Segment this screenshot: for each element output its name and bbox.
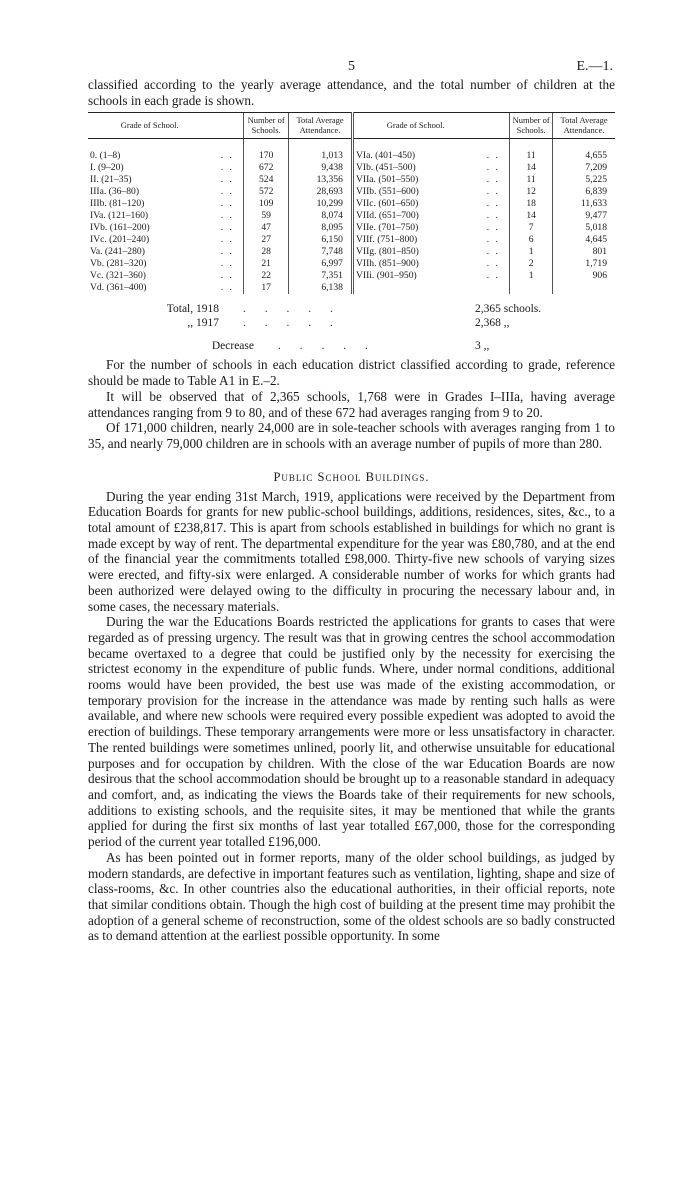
grade-cell: VIIg. (801–850) [352, 246, 477, 258]
grade-cell: VIb. (451–500) [352, 162, 477, 174]
table-row [88, 282, 615, 294]
header-dots-right [477, 113, 509, 139]
grades-table [88, 112, 615, 294]
table-row [88, 246, 615, 258]
leader-dots: . . [220, 270, 234, 282]
leader-dots: . . [486, 222, 500, 234]
document-code: E.—1. [576, 59, 613, 74]
header-number-left: Number of Schools. [244, 113, 289, 139]
table-body [88, 139, 615, 295]
paragraph-older-buildings: As has been pointed out in former reports, many of the older school buildings, as judged by modern standards, are defective in important features such as ventilation, lighting, shape and size of class-rooms, &c. In other countries also the educational authorities, in their official reports, note that similar conditions obtain. Though the high cost of building at the present time may prohibit the adoption of a general scheme of reconstruction, some of the oldest schools are so badly constructed as to demand attention at the earliest possible opportunity. In some [88, 849, 615, 944]
grade-cell: IVa. (121–160) [90, 210, 149, 222]
attendance-cell: 4,645 [553, 234, 615, 246]
total-label: ,, 1917 [187, 317, 219, 330]
attendance-cell: 8,095 [289, 222, 353, 234]
grade-cell: Vb. (281–320) [90, 258, 147, 270]
total-row-1918 [88, 302, 615, 316]
header-dots-left [211, 113, 243, 139]
schools-count-cell: 572 [244, 186, 289, 198]
schools-count-cell: 14 [510, 210, 553, 222]
attendance-cell: 6,839 [553, 186, 615, 198]
table-row [88, 222, 615, 234]
table-row [88, 210, 615, 222]
page-number: 5 [348, 59, 355, 74]
leader-dots: . . [220, 198, 234, 210]
decrease-row [88, 339, 615, 353]
paragraph-applications: During the year ending 31st March, 1919, applications were received by the Department from Education Boards for grants for new public-school buildings, additions, residences, sites, &c., to a total amount of £238,817. This is apart from schools established in buildings for which no grant is made except by way of rent. The departmental expenditure for the year was £80,780, and at the end of the financial year the commitments totalled £98,000. Thirty-five new schools of varying sizes were erected, and fifty-six were enlarged. A considerable number of works for which grants had been authorized were delayed owing to the difficulty in procuring the necessary labour and, in some cases, the necessary materials. [88, 488, 615, 614]
leader-dots [477, 282, 509, 294]
schools-count-cell: 12 [510, 186, 553, 198]
paragraph-children-distribution: Of 171,000 children, nearly 24,000 are in sole-teacher schools with averages ranging from 1 to 35, and nearly 79,000 children are in schools with an average number of pupils of more than 280. [88, 420, 615, 451]
page-header [88, 55, 615, 77]
attendance-cell: 6,150 [289, 234, 353, 246]
attendance-cell: 8,074 [289, 210, 353, 222]
paragraph-war-restrictions: During the war the Educations Boards restricted the applications for grants to cases that were regarded as of pressing urgency. The result was that in growing centres the school accommodation became overtaxed to a degree that could be justified only by the necessity for exercising the strictest economy in the expenditure of public funds. Where, under normal conditions, additional rooms would have been provided, the best use was made of the existing accommodation, or temporary provision for the increase in the attendance was made by renting such halls as were available, and where new schools were required every possible expedient was adopted to avoid the erection of buildings. These temporary arrangements were more or less unsatisfactory in character. The rented buildings were sometimes unlined, poorly lit, and otherwise unsuitable for educational purposes and for occupation by children. With the close of the war Education Boards are now desirous that the school accommodation should be brought up to a reasonable standard in adequacy and comfort, and, as indicating the views the Boards take of their requirements for new schools, additions to existing schools, and the requisite sites, it may be mentioned that while the grants applied for during the first six months of last year totalled £67,000, those for the corresponding period of the current year totalled £196,000. [88, 614, 615, 850]
leader-dots: . . [486, 150, 500, 162]
schools-count-cell: 22 [244, 270, 289, 282]
schools-count-cell: 59 [244, 210, 289, 222]
grade-cell: IVc. (201–240) [90, 234, 150, 246]
total-value: 2,365 schools. [475, 303, 542, 316]
grade-cell: 0. (1–8) [90, 150, 121, 162]
table-row [88, 174, 615, 186]
attendance-cell: 9,477 [553, 210, 615, 222]
leader-dots: . . [486, 210, 500, 222]
attendance-cell: 7,748 [289, 246, 353, 258]
attendance-cell: 1,013 [289, 139, 353, 163]
leader-dots: . . [220, 162, 234, 174]
table-row [88, 198, 615, 210]
total-value: 2,368 ,, [475, 317, 510, 330]
schools-count-cell: 11 [510, 174, 553, 186]
leader-dots: . . [486, 174, 500, 186]
table-row [88, 186, 615, 198]
schools-count-cell: 21 [244, 258, 289, 270]
grade-cell: VIIh. (851–900) [352, 258, 477, 270]
grade-cell: VIIf. (751–800) [352, 234, 477, 246]
leader-dots: . . [220, 246, 234, 258]
schools-count-cell: 1 [510, 246, 553, 258]
attendance-cell: 906 [553, 270, 615, 282]
grade-cell: VIIc. (601–650) [352, 198, 477, 210]
leader-dots: . . . . . [278, 340, 376, 353]
table-row [88, 234, 615, 246]
attendance-cell: 11,633 [553, 198, 615, 210]
table-row [88, 270, 615, 282]
leader-dots: . . . . . [243, 317, 341, 330]
leader-dots: . . [486, 234, 500, 246]
paragraphs-top [88, 357, 615, 451]
schools-count-cell: 11 [510, 139, 553, 163]
grade-cell: IVb. (161–200) [90, 222, 150, 234]
leader-dots: . . [220, 234, 234, 246]
grade-cell [352, 282, 477, 294]
schools-count-cell: 18 [510, 198, 553, 210]
grade-cell: VIIi. (901–950) [352, 270, 477, 282]
schools-count-cell: 524 [244, 174, 289, 186]
grade-cell: IIIb. (81–120) [90, 198, 145, 210]
schools-count-cell: 47 [244, 222, 289, 234]
section-heading: Public School Buildings. [273, 469, 430, 484]
schools-count-cell: 28 [244, 246, 289, 258]
leader-dots: . . [486, 162, 500, 174]
attendance-cell: 28,693 [289, 186, 353, 198]
header-number-right: Number of Schools. [510, 113, 553, 139]
leader-dots: . . [220, 186, 234, 198]
attendance-cell: 13,356 [289, 174, 353, 186]
grade-cell: II. (21–35) [90, 174, 132, 186]
leader-dots: . . . . . [243, 303, 341, 316]
schools-count-cell: 14 [510, 162, 553, 174]
paragraph-table-reference: For the number of schools in each education district classified according to grade, reference should be made to Table A1 in E.–2. [88, 357, 615, 389]
header-grade-left: Grade of School. [88, 113, 211, 139]
leader-dots: . . [220, 282, 234, 294]
schools-count-cell: 2 [510, 258, 553, 270]
attendance-cell: 5,225 [553, 174, 615, 186]
attendance-cell: 801 [553, 246, 615, 258]
table-row [88, 162, 615, 174]
totals-block [88, 302, 615, 353]
leader-dots: . . [220, 210, 234, 222]
leader-dots: . . [486, 270, 500, 282]
table-row [88, 139, 615, 163]
schools-count-cell: 27 [244, 234, 289, 246]
schools-count-cell: 170 [244, 139, 289, 163]
leader-dots: . . [220, 222, 234, 234]
header-attendance-left: Total Average Attendance. [289, 113, 353, 139]
attendance-cell: 1,719 [553, 258, 615, 270]
leader-dots: . . [220, 174, 234, 186]
leader-dots: . . [220, 258, 234, 270]
attendance-cell: 4,655 [553, 139, 615, 163]
leader-dots: . . [486, 258, 500, 270]
attendance-cell: 9,438 [289, 162, 353, 174]
table-row [88, 258, 615, 270]
document-page [88, 55, 615, 944]
leader-dots: . . [486, 198, 500, 210]
attendance-cell [553, 282, 615, 294]
schools-count-cell: 6 [510, 234, 553, 246]
grade-cell: VIIa. (501–550) [352, 174, 477, 186]
total-row-1917 [88, 316, 615, 330]
attendance-cell: 10,299 [289, 198, 353, 210]
decrease-label: Decrease [211, 340, 254, 353]
schools-count-cell: 7 [510, 222, 553, 234]
leader-dots: . . [220, 150, 234, 162]
leader-dots: . . [486, 246, 500, 258]
grade-cell: I. (9–20) [90, 162, 124, 174]
attendance-cell: 7,209 [553, 162, 615, 174]
attendance-cell: 5,018 [553, 222, 615, 234]
attendance-cell: 7,351 [289, 270, 353, 282]
paragraph-grades-observation: It will be observed that of 2,365 schools, 1,768 were in Grades I–IIIa, having average attendances ranging from 9 to 80, and of these 672 had averages ranging from 9 to 20. [88, 388, 615, 420]
grade-cell: Vd. (361–400) [90, 282, 147, 294]
header-grade-right: Grade of School. [352, 113, 477, 139]
attendance-cell: 6,997 [289, 258, 353, 270]
schools-count-cell [510, 282, 553, 294]
decrease-value: 3 ,, [475, 340, 490, 353]
grade-cell: VIIe. (701–750) [352, 222, 477, 234]
schools-count-cell: 17 [244, 282, 289, 294]
grade-cell: Va. (241–280) [90, 246, 145, 258]
schools-count-cell: 1 [510, 270, 553, 282]
header-attendance-right: Total Average Attendance. [553, 113, 615, 139]
attendance-cell: 6,138 [289, 282, 353, 294]
schools-count-cell: 109 [244, 198, 289, 210]
intro-paragraph: classified according to the yearly average attendance, and the total number of children at the schools in each grade is shown. [88, 77, 615, 108]
table-header-row [88, 113, 615, 139]
schools-count-cell: 672 [244, 162, 289, 174]
grade-cell: IIIa. (36–80) [90, 186, 140, 198]
paragraphs-bottom [88, 489, 615, 944]
leader-dots: . . [486, 186, 500, 198]
grade-cell: Vc. (321–360) [90, 270, 146, 282]
grade-cell: VIId. (651–700) [352, 210, 477, 222]
total-label: Total, 1918 [166, 303, 219, 316]
grade-cell: VIIb. (551–600) [352, 186, 477, 198]
grade-cell: VIa. (401–450) [352, 139, 477, 163]
